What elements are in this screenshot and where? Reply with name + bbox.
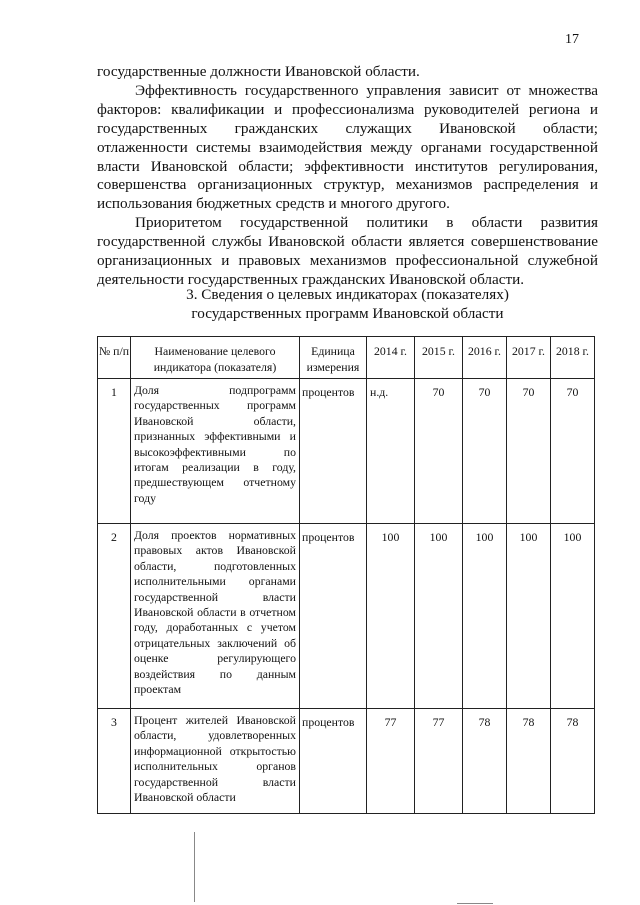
row-value-2015: 70 bbox=[415, 379, 463, 524]
header-unit: Единица измерения bbox=[300, 337, 367, 379]
table-row bbox=[98, 524, 595, 709]
table-row bbox=[98, 379, 595, 524]
row-num: 1 bbox=[98, 379, 131, 524]
page-number: 17 bbox=[565, 32, 579, 47]
table-header-row bbox=[98, 337, 595, 379]
row-value-2015: 77 bbox=[415, 709, 463, 814]
row-num: 2 bbox=[98, 524, 131, 709]
row-value-2017: 78 bbox=[507, 709, 551, 814]
row-value-2016: 100 bbox=[463, 524, 507, 709]
header-name: Наименование целевого индикатора (показателя) bbox=[131, 337, 300, 379]
row-unit: процентов bbox=[300, 379, 367, 524]
row-name: Доля проектов нормативных правовых актов Ивановской области, подготовленных исполнительными органами государственной власти Ивановской области в отчетном году, доработанных с учетом отрицательных заключений об оценке регулирующего воздействия по данным проектам bbox=[131, 524, 300, 709]
header-year-2018: 2018 г. bbox=[551, 337, 595, 379]
header-year-2017: 2017 г. bbox=[507, 337, 551, 379]
row-value-2014: 100 bbox=[367, 524, 415, 709]
section-heading bbox=[97, 286, 598, 323]
header-year-2016: 2016 г. bbox=[463, 337, 507, 379]
row-value-2016: 70 bbox=[463, 379, 507, 524]
body-text bbox=[97, 63, 598, 290]
row-value-2016: 78 bbox=[463, 709, 507, 814]
paragraph-priority: Приоритетом государственной политики в области развития государственной службы Ивановской области является совершенствование организационных и правовых механизмов профессиональной служебной деятельности государственных гражданских Ивановской области. bbox=[97, 214, 598, 288]
row-value-2018: 78 bbox=[551, 709, 595, 814]
header-year-2015: 2015 г. bbox=[415, 337, 463, 379]
row-unit: процентов bbox=[300, 709, 367, 814]
row-num: 3 bbox=[98, 709, 131, 814]
paragraph-continuation: государственные должности Ивановской области. bbox=[97, 63, 420, 80]
row-value-2017: 70 bbox=[507, 379, 551, 524]
paragraph-efficiency: Эффективность государственного управления зависит от множества факторов: квалификации и профессионализма руководителей региона и государственных гражданских служащих Ивановской области; отлаженности системы взаимодействия между органами государственной власти Ивановской области; эффективности институтов регулирования, совершенства организационных структур, механизмов распределения и использования бюджетных средств и многого другого. bbox=[97, 81, 598, 213]
header-num: № п/п bbox=[98, 337, 131, 379]
table-row bbox=[98, 709, 595, 814]
row-value-2018: 100 bbox=[551, 524, 595, 709]
row-name: Доля подпрограмм государственных программ Ивановской области, признанных эффективными и высокоэффективными по итогам реализации в году, предшествующем отчетному году bbox=[131, 379, 300, 524]
row-value-2017: 100 bbox=[507, 524, 551, 709]
section-heading-line-1: 3. Сведения о целевых индикаторах (показателях) bbox=[186, 286, 509, 303]
scan-artifact-line bbox=[457, 903, 493, 904]
section-heading-line-2: государственных программ Ивановской области bbox=[191, 304, 504, 322]
indicators-table bbox=[97, 336, 595, 814]
row-unit: процентов bbox=[300, 524, 367, 709]
row-value-2014: н.д. bbox=[367, 379, 415, 524]
row-value-2015: 100 bbox=[415, 524, 463, 709]
row-value-2014: 77 bbox=[367, 709, 415, 814]
row-name: Процент жителей Ивановской области, удовлетворенных информационной открытостью исполнительных органов государственной власти Ивановской области bbox=[131, 709, 300, 814]
header-year-2014: 2014 г. bbox=[367, 337, 415, 379]
scan-artifact-line bbox=[194, 832, 195, 902]
row-value-2018: 70 bbox=[551, 379, 595, 524]
